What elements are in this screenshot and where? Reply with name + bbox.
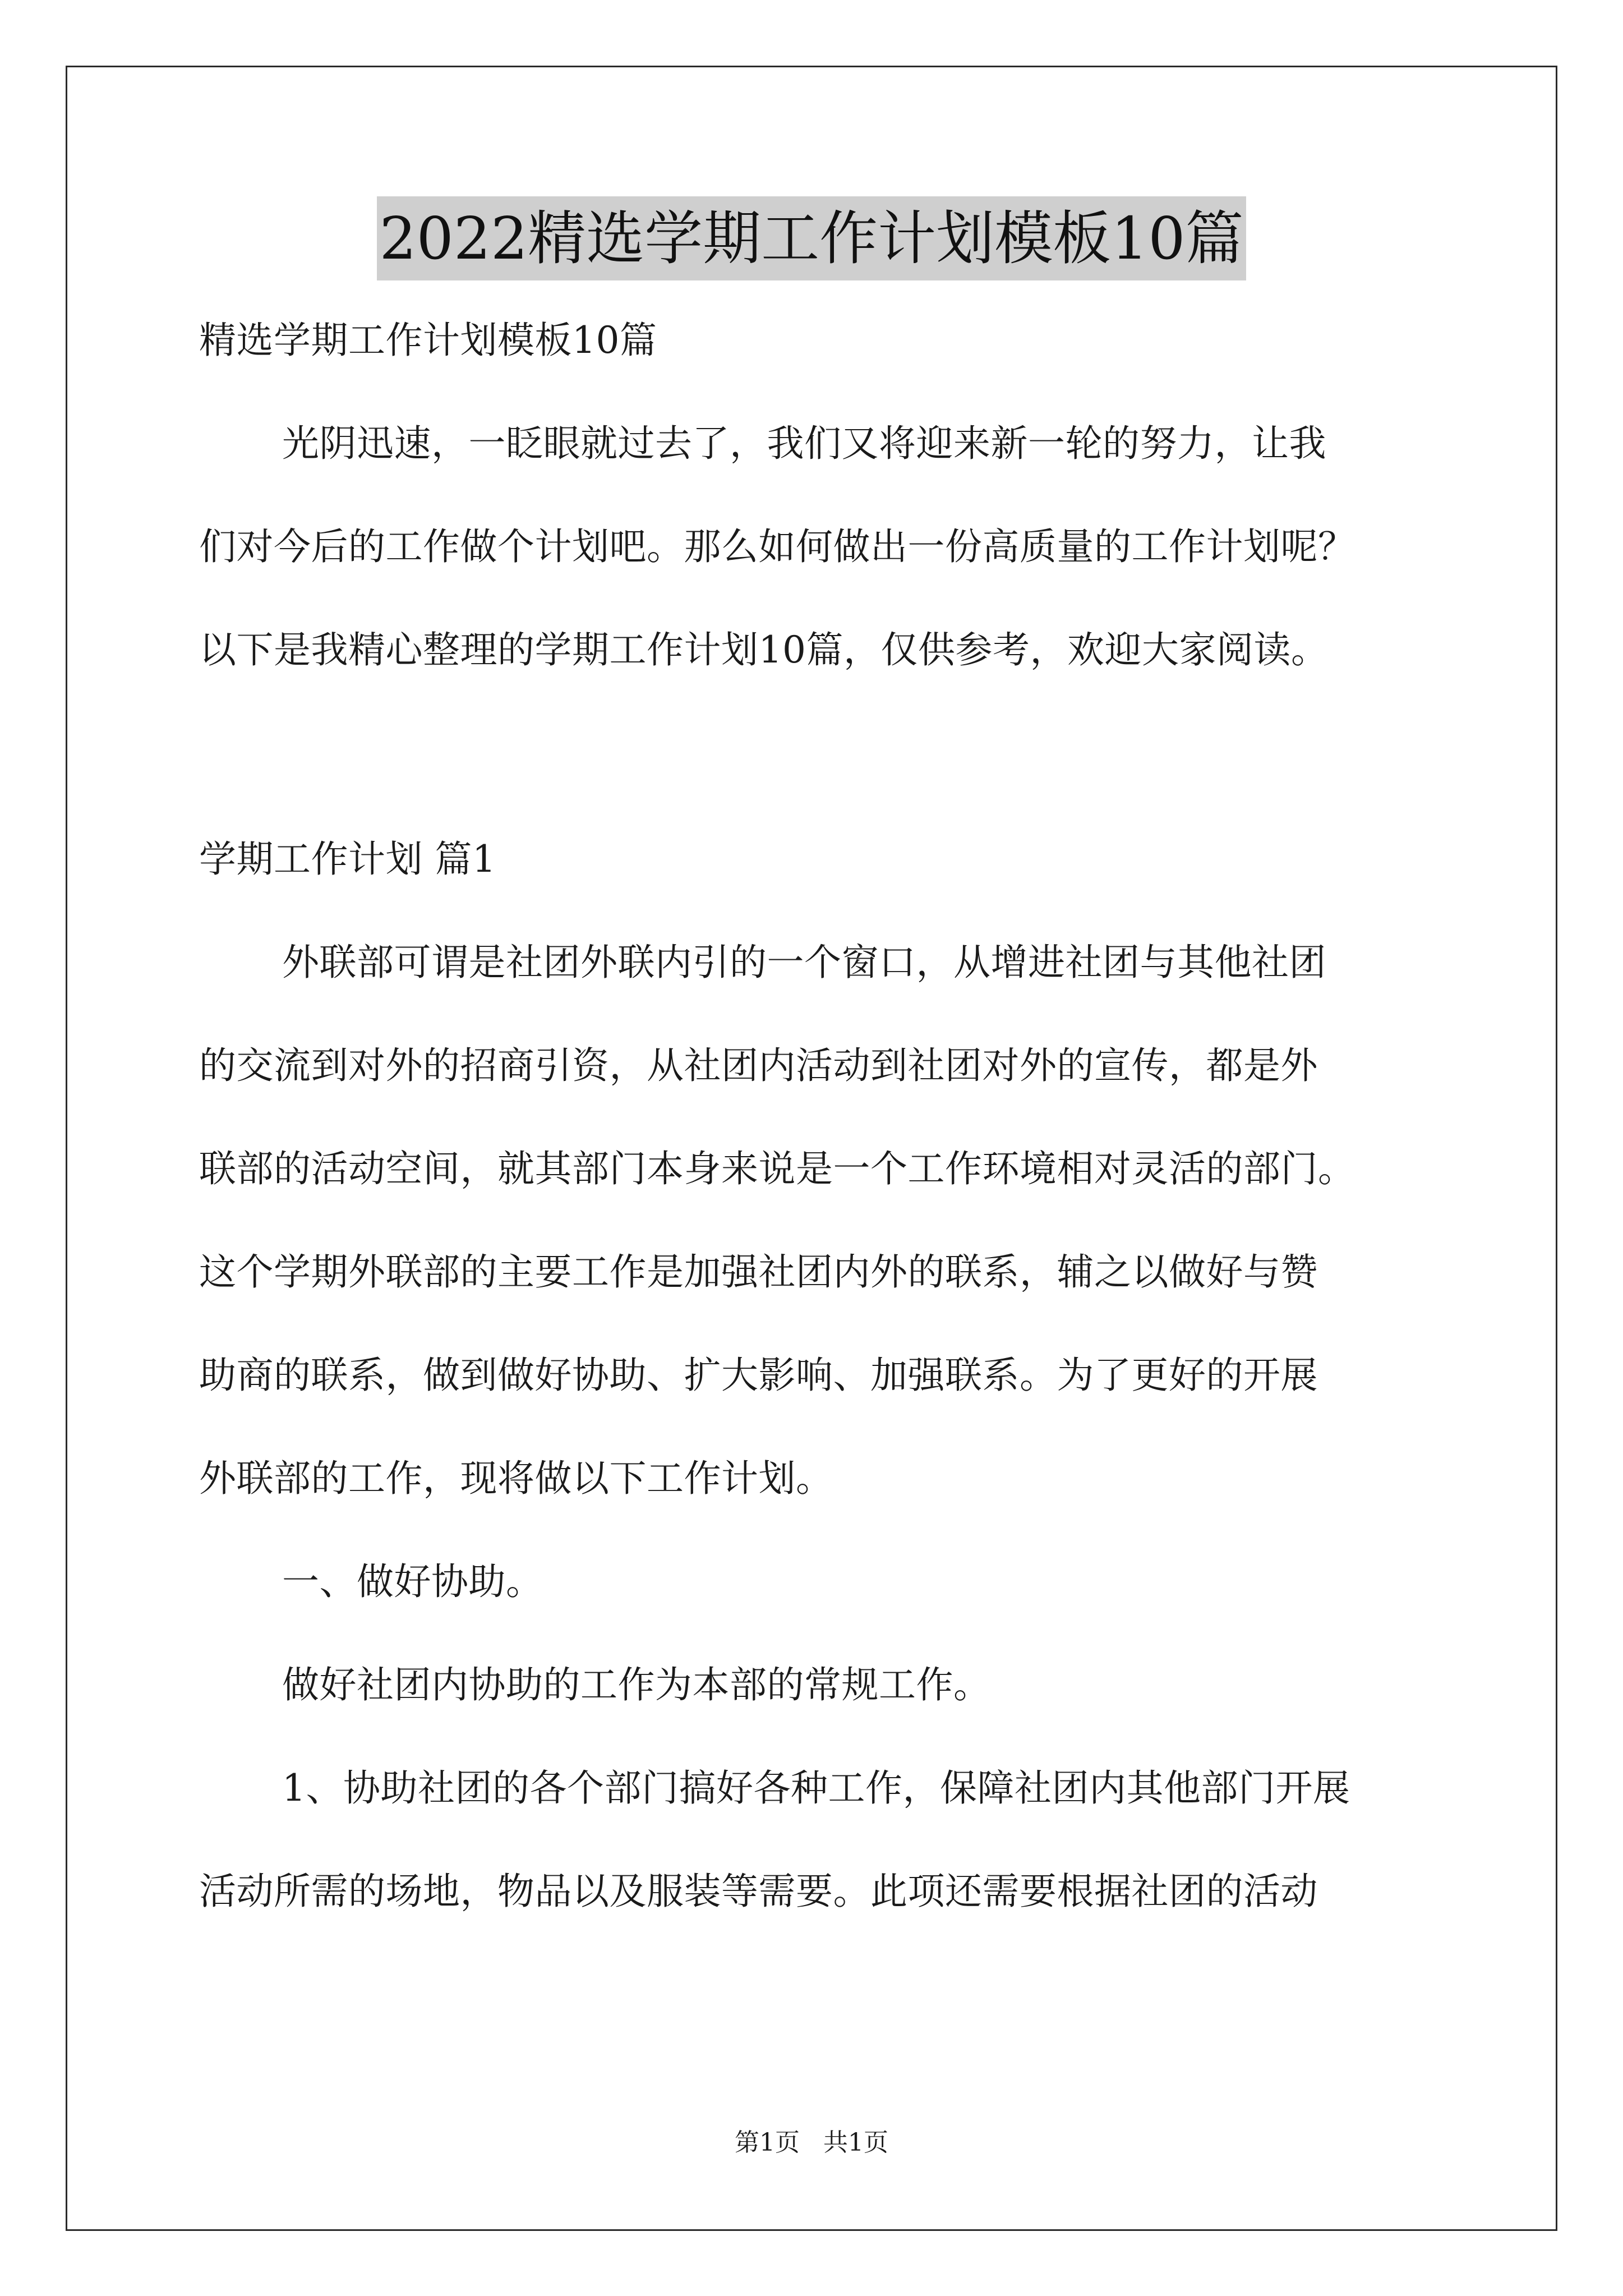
item1-line-1: 1、协助社团的各个部门搞好各种工作，保障社团内其他部门开展: [282, 1766, 1350, 1810]
para1-line-6: 外联部的工作，现将做以下工作计划。: [199, 1457, 833, 1500]
item-heading: 一、做好协助。: [282, 1560, 543, 1603]
item-intro: 做好社团内协助的工作为本部的常规工作。: [282, 1663, 991, 1706]
page-total: 共1页: [823, 2128, 888, 2157]
document-body: [199, 314, 1438, 1917]
page-number: 第1页: [735, 2128, 800, 2157]
page-footer: [0, 2126, 1623, 2160]
intro-line-3: 以下是我精心整理的学期工作计划10篇，仅供参考，欢迎大家阅读。: [199, 628, 1329, 671]
item1-line-2: 活动所需的场地，物品以及服装等需要。此项还需要根据社团的活动: [199, 1870, 1318, 1913]
intro-line-2: 们对今后的工作做个计划吧。那么如何做出一份高质量的工作计划呢？: [199, 525, 1355, 568]
subtitle: 精选学期工作计划模板10篇: [199, 319, 657, 362]
para1-line-1: 外联部可谓是社团外联内引的一个窗口，从增进社团与其他社团: [282, 941, 1326, 984]
spacer: [199, 676, 1438, 833]
para1-line-4: 这个学期外联部的主要工作是加强社团内外的联系，辅之以做好与赞: [199, 1250, 1318, 1294]
document-title: 2022精选学期工作计划模板10篇: [377, 196, 1246, 280]
title-container: [0, 196, 1623, 280]
intro-line-1: 光阴迅速，一眨眼就过去了，我们又将迎来新一轮的努力，让我: [282, 422, 1326, 465]
para1-line-3: 联部的活动空间，就其部门本身来说是一个工作环境相对灵活的部门。: [199, 1147, 1355, 1190]
para1-line-2: 的交流到对外的招商引资，从社团内活动到社团对外的宣传，都是外: [199, 1044, 1318, 1087]
para1-line-5: 助商的联系，做到做好协助、扩大影响、加强联系。为了更好的开展: [199, 1354, 1318, 1397]
section-heading: 学期工作计划 篇1: [199, 838, 496, 881]
